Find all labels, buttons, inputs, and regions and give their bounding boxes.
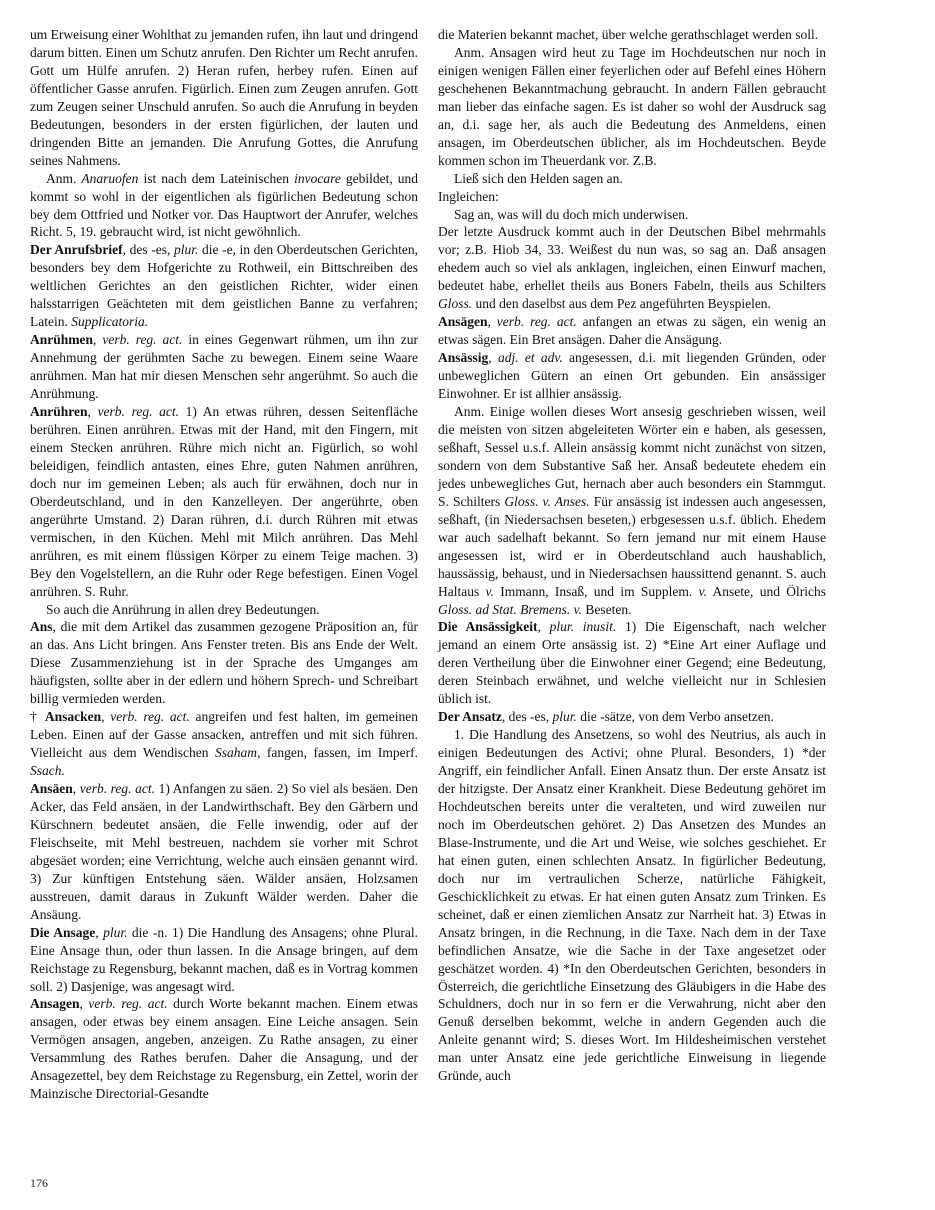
entry-continuation-anrufen: um Erweisung einer Wohlthat zu jemanden rufen, ihn laut und dringend darum bitten. Einen um Schutz anrufen. Den Richter um Recht anrufen. Gott um Hülfe anrufen. 2) Heran rufen, herbey rufen. Einen auf öffentlicher Gasse anrufen. Figürlich. Einen zum Zeugen anrufen. Gott zum Zeugen seiner Unschuld anrufen. So auch die Anrufung in beyden Bedeutungen, besonders in der ersten figürlichen, der lauten und dringenden Bitte an jemanden. Die Anrufung Gottes, die Anrufung seines Nahmens. [30, 27, 419, 168]
headword: Die Ansässigkeit [438, 619, 538, 635]
note-anruehrung: So auch die Anrührung in allen drey Bedeutungen. [46, 601, 320, 617]
note-ansaessig: Anm. Einige wollen dieses Wort ansesig geschrieben wissen, weil die meisten von sitzen abgeleiteten Wörter ein e haben, als gesessen, seßhaft, Sessel u.s.f. Allein ansässig kommt nicht zunächst von sitzen, sondern von dem Substantive Saß her. Ansaß bedeutete ehedem ein jedes unbewegliches Gut, hernach aber auch besonders ein Stammgut. S. Schilters Gloss. v. Anses. Für ansässig ist indessen auch angesessen, seßhaft, (in Niedersachsen beseten,) erbgesessen u.s.f. üblich. Ehedem war auch sadelhaft bekannt. So fern jemand nur mit einem Hause angesessen ist, wird er in Oberdeutschland auch haushablich, haussässig, behaust, und in Niedersachsen haussittend genannt. S. auch Haltaus v. Immann, Insaß, und im Supplem. v. Ansete, und Ölrichs Gloss. ad Stat. Bremens. v. Beseten. [438, 404, 826, 617]
left-column [30, 26, 418, 1103]
headword: Ansagen [30, 996, 80, 1012]
note-anrufen: Anm. Anaruofen ist nach dem Lateinischen invocare gebildet, und kommt so wohl in der eigentlichen als figürlichen Bedeutung schon bey dem Ottfried und Notker vor. Das Hauptwort der Anrufer, welches Richt. 5, 19. gebraucht wird, ist nicht gewöhnlich. [30, 170, 419, 240]
entry-ansage: Die Ansage, plur. die -n. 1) Die Handlung des Ansagens; ohne Plural. Eine Ansage thun, oder thun lassen. In die Ansage bringen, auf dem Reichstage zu Regensburg, bekannt machen, daß es in Vortrag kommen soll. 2) Dasjenige, was angesagt wird. [30, 924, 419, 994]
page-number: 176 [30, 1176, 48, 1190]
headword: Die Ansage [30, 924, 96, 940]
entry-ansaegen: Ansägen, verb. reg. act. anfangen an etwas zu sägen, ein wenig an etwas sägen. Ein Bret ansägen. Daher die Ansägung. [438, 314, 826, 348]
headword: Ansässig [438, 350, 489, 366]
note-ansagen-bibel: Der letzte Ausdruck kommt auch in der Deutschen Bibel mehrmahls vor; z.B. Hiob 34, 33. Weißest du nun was, so sag an. Daß ansagen ehedem auch so viel als anklagen, ingleichen, einen Einwurf machen, bedeutet habe, erhellet theils aus Boners Fabeln, theils aus Schilters Gloss. und den daselbst aus dem Pez angeführten Beyspielen. [438, 224, 826, 312]
headword: Der Anrufsbrief [30, 242, 123, 258]
headword: Ansäen [30, 781, 73, 797]
entry-ansaeen: Ansäen, verb. reg. act. 1) Anfangen zu säen. 2) So viel als besäen. Den Acker, das Feld ansäen, in der Landwirthschaft. Bey den Gärbern und Kürschnern bedeutet ansäen, die Felle inwendig, oder auf der Fleischseite, mit Mehl bestreuen, nachdem sie vorher mit Schrot abgesäet worden; eine Verrichtung, welche auch einsäen genannt wird. 3) Zur künftigen Entstehung säen. Wälder ansäen, Holzsamen ausstreuen, damit daraus in Zukunft Wälder werden. Daher die Ansäung. [30, 781, 418, 922]
ingleichen-line: Ingleichen: [438, 188, 499, 204]
entry-continuation-ansagen: die Materien bekannt machet, über welche gerathschlaget werden soll. [438, 27, 819, 42]
note-ansagen: Anm. Ansagen wird heut zu Tage im Hochdeutschen nur noch in einigen wenigen Fällen einer feyerlichen oder auf Befehl eines Höhern geschehenen Bekanntmachung gebraucht. In andern Fällen gebraucht man lieber das einfache sagen. Es ist daher so wohl der Ausdruck sag an, d.i. sage her, als auch die Bedeutung des Anmeldens, einen ansagen, im Oberdeutschen üblicher, als im Hochdeutschen. Beyde kommen schon im Theuerdank vor. Z.B. [438, 44, 826, 168]
headword: Ansacken [44, 709, 102, 725]
entry-ansaessigkeit: Die Ansässigkeit, plur. inusit. 1) Die Eigenschaft, nach welcher jemand an einem Orte ansässig ist. 2) *Eine Art einer Auflage und deren Vertheilung über die Einwohner einer Gegend; eine Bedeutung, deren Steinbach erwähnet, und welche vielleicht nur in Schlesien üblich ist. [438, 619, 827, 707]
headword: Ansägen [438, 314, 488, 330]
entry-anrufsbrief: Der Anrufsbrief, des -es, plur. die -e, in den Oberdeutschen Gerichten, besonders bey dem Hofgerichte zu Rothweil, ein Bittschreiben des weltlichen Gerichtes an den geistlichen Richter, wider einen halsstarrigen Geächteten mit dem geistlichen Banne zu verfahren; Latein. Supplicatoria. [30, 242, 418, 330]
entry-ans: Ans, die mit dem Artikel das zusammen gezogene Präposition an, für an das. Ans Licht bringen. Ans Fenster treten. Bis ans Ende der Welt. Diese Zusammenziehung ist in der Sprache des Umganges am häufigsten, sollte aber in der edlern und höhern Sprech- und Schreibart billig vermieden werden. [30, 619, 418, 707]
entry-ansagen: Ansagen, verb. reg. act. durch Worte bekannt machen. Einem etwas ansagen, oder etwas bey einem ansagen. Eine Leiche ansagen. Sein Vermögen ansagen, angeben, anzeigen. Zu Rathe ansagen, zu einer Versammlung des Rathes berufen. Daher die Ansagung, und der Ansagezettel, bey dem Reichstage zu Regensburg, ein Zettel, worin der Mainzische Directorial-Gesandte [30, 996, 418, 1102]
dagger-mark: † [30, 709, 45, 725]
entry-ansatz-sense-1: 1. Die Handlung des Ansetzens, so wohl des Neutrius, als auch in einigen Bedeutungen des Activi; ohne Plural. Besonders, 1) *der Angriff, ein feindlicher Anfall. Einen Ansatz thun. Der erste Ansatz ist der hitzigste. Der Ansatz einer Krankheit. Diese Bedeutung gehöret im Hochdeutschen bereits unter die veralteten, und wird zuweilen nur noch im Oberdeutschen gehöret. 2) Das Ansetzen des Mundes an Blase-Instrumente, und die Art und Weise, wie solches geschiehet. Er hat einen guten, einen schlechten Ansatz. In figürlicher Bedeutung, doch nur im vertraulichen Scherze, natürliche Fähigkeit, Geschicklichkeit zu etwas. Er hat einen guten Ansatz zum Trinken. Es scheinet, daß er einen ziemlichen Ansatz zur Narrheit hat. 3) Etwas in Ansatz bringen, in die Rechnung, in die Taxe. Nach dem in der Taxe befindlichen Ansatze, wie die Sache in der Taxe angesetzet oder geschätzet worden. 4) *In den Oberdeutschen Gerichten, besonders in Österreich, die gerichtliche Einsetzung des Gläubigers in die Habe des Schuldners, doch nur in so fern er die Verwahrung, nicht aber den Genuß derselben bekommt, welche in andern Gegenden auch die Anleite genannt wird; S. dieses Wort. Im Hildesheimischen verstehet man unter Ansatz eine jede gerichtliche Einweisung in liegende Gründe, auch [438, 727, 826, 1084]
headword: Anrühmen [30, 332, 94, 348]
entry-ansacken: † Ansacken, verb. reg. act. angreifen und fest halten, im gemeinen Leben. Einen auf der Gasse ansacken, antreffen und mit sich führen. Vielleicht aus dem Wendischen Ssaham, fangen, fassen, im Imperf. Ssach. [30, 709, 418, 779]
quote-underwisen: Sag an, was will du doch mich underwisen. [454, 206, 689, 222]
entry-anruehren: Anrühren, verb. reg. act. 1) An etwas rühren, dessen Seitenfläche berühren. Einen anrühren. Etwas mit der Hand, mit den Fingern, mit einem Stecken anrühren. Rühre mich nicht an. Figürlich, so wohl beleidigen, feindlich antasten, eines Ehre, guten Nahmen anrühren, doch nur im gemeinen Leben; als auch für erwähnen, doch nur in Oberdeutschland, und in den Kanzelleyen. Der angerührte, oben angerührte Umstand. 2) Daran rühren, d.i. durch Rühren mit etwas vermischen, in den Küchen. Mehl mit Milch anrühren. Das Mehl anrühren, es mit einem flüssigen Körper zu einem Teige machen. 3) Bey den Vogelstellern, an die Ruhr oder Rege befestigen. Einen Vogel anrühren. S. Ruhr. [30, 404, 418, 599]
right-column [438, 26, 826, 1085]
headword: Anrühren [30, 404, 88, 420]
entry-anruehmen: Anrühmen, verb. reg. act. in eines Gegenwart rühmen, um ihn zur Annehmung der gerühmten Sache zu bewegen. Einem seine Waare anrühmen. Man hat mir diesen Menschen sehr angerühmt. So auch die Anrühmung. [30, 332, 418, 402]
headword: Der Ansatz [438, 709, 502, 725]
quote-theuerdank: Ließ sich den Helden sagen an. [454, 170, 623, 186]
entry-ansatz: Der Ansatz, des -es, plur. die -sätze, von dem Verbo ansetzen. [438, 709, 774, 725]
dictionary-page [30, 26, 912, 1171]
entry-ansaessig: Ansässig, adj. et adv. angesessen, d.i. mit liegenden Gründen, oder unbeweglichen Gütern an einen Ort gebunden. Ein ansässiger Einwohner. Er ist allhier ansässig. [438, 350, 827, 402]
headword: Ans [30, 619, 53, 635]
